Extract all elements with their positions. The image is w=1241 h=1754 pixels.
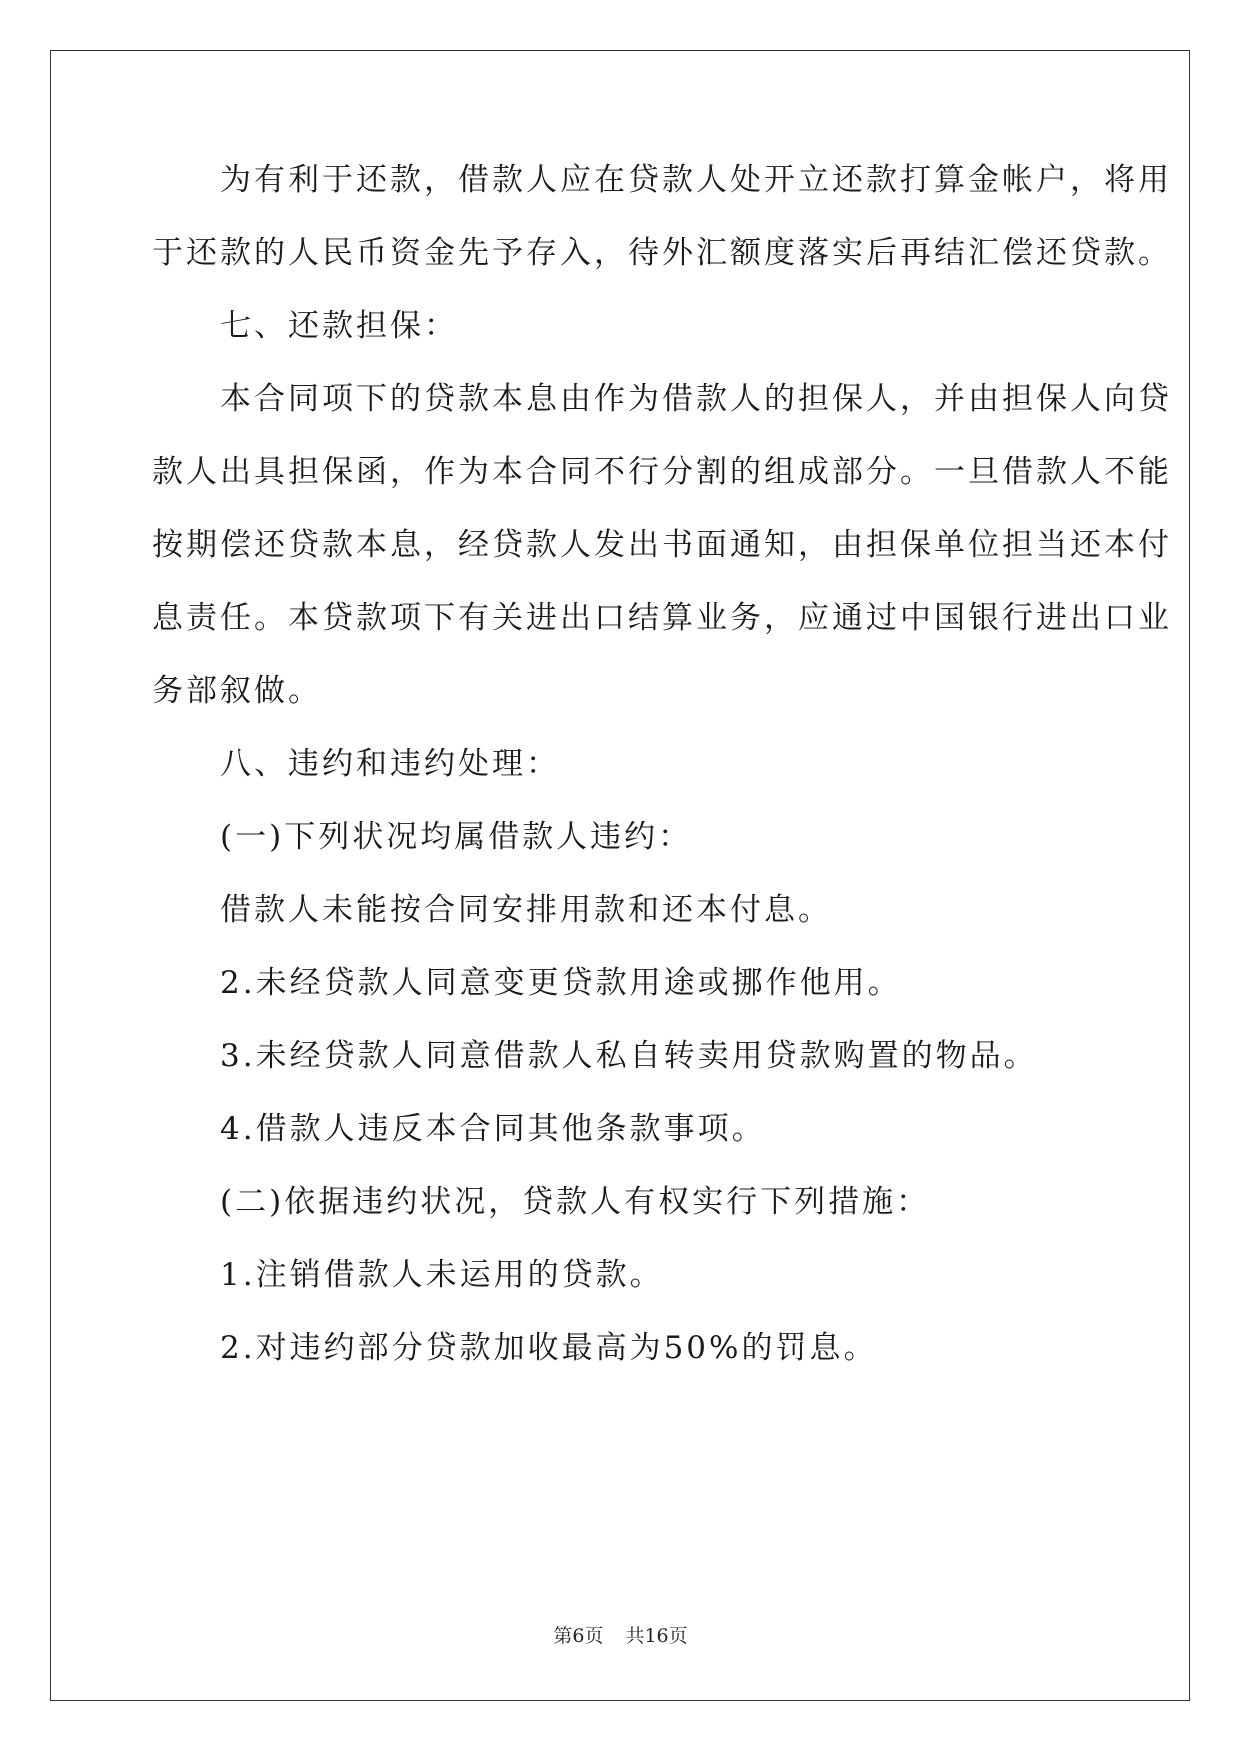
text-line: (二)依据违约状况，贷款人有权实行下列措施： (152, 1184, 931, 1220)
text-line: 2.对违约部分贷款加收最高为50%的罚息。 (152, 1330, 878, 1366)
text-line: 借款人未能按合同安排用款和还本付息。 (152, 892, 832, 928)
page-footer (0, 1624, 1241, 1648)
page-total: 共16页 (625, 1625, 688, 1647)
text-line: 为有利于还款，借款人应在贷款人处开立还款打算金帐户，将用 (152, 162, 1172, 198)
text-line: 息责任。本贷款项下有关进出口结算业务，应通过中国银行进出口业 (152, 600, 1172, 636)
text-line: 七、还款担保： (152, 308, 458, 344)
text-line: 2.未经贷款人同意变更贷款用途或挪作他用。 (152, 965, 902, 1001)
text-line: 按期偿还贷款本息，经贷款人发出书面通知，由担保单位担当还本付 (152, 527, 1172, 563)
text-line: 务部叙做。 (152, 673, 322, 709)
text-line: 1.注销借款人未运用的贷款。 (152, 1257, 664, 1293)
text-line: 4.借款人违反本合同其他条款事项。 (152, 1111, 766, 1147)
text-line: 本合同项下的贷款本息由作为借款人的担保人，并由担保人向贷 (152, 381, 1172, 417)
text-line: 于还款的人民币资金先予存入，待外汇额度落实后再结汇偿还贷款。 (152, 235, 1172, 271)
text-line: 3.未经贷款人同意借款人私自转卖用贷款购置的物品。 (152, 1038, 1038, 1074)
page-border (50, 50, 1190, 1701)
text-line: (一)下列状况均属借款人违约： (152, 819, 693, 855)
section-heading: 八、违约和违约处理： (152, 746, 560, 782)
text-line: 款人出具担保函，作为本合同不行分割的组成部分。一旦借款人不能 (152, 454, 1172, 490)
page-number: 第6页 (553, 1625, 604, 1647)
